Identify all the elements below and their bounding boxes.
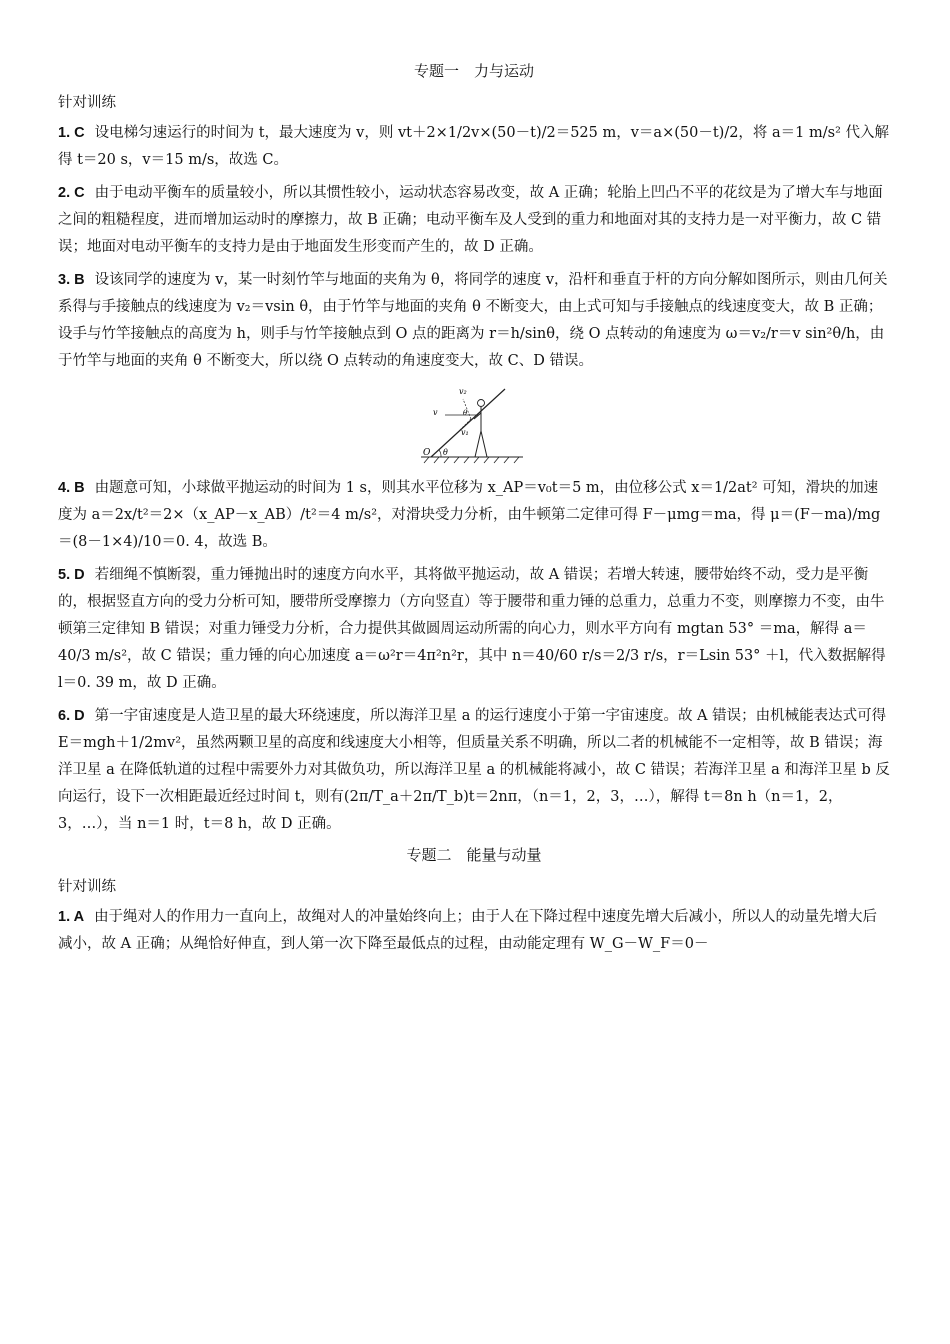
answer-text: 由题意可知，小球做平抛运动的时间为 1 s，则其水平位移为 x_AP＝v₀t＝5 m，由位移公式 x＝1/2at² 可知，滑块的加速度为 a＝2x/t²＝2×（x_AP－x_AB）/t²＝4 m/s²，对滑块受力分析，由牛顿第二定律可得 F－μmg＝ma，得 μ＝(F－ma)/mg＝(8－1×4)/10＝0. 4，故选 B。 [58, 480, 881, 550]
section1-title: 专题一 力与运动 [413, 62, 534, 80]
answer-item [58, 562, 890, 697]
answer-text: 由于电动平衡车的质量较小，所以其惯性较小，运动状态容易改变，故 A 正确；轮胎上凹凸不平的花纹是为了增大车与地面之间的粗糙程度，进而增加运动时的摩擦力，故 B 正确；电动平衡车及人受到的重力和地面对其的支持力是一对平衡力，故 C 错误；地面对电动平衡车的支持力是由于地面发生形变而产生的，故 D 正确。 [58, 185, 883, 255]
label-O: O [423, 448, 431, 458]
answer-text: 由于绳对人的作用力一直向上，故绳对人的冲量始终向上；由于人在下降过程中速度先增大后减小，所以人的动量先增大后减小，故 A 正确；从绳恰好伸直，到人第一次下降至最低点的过程，由动能定理有 W_G－W_F＝0－ [58, 909, 878, 952]
answer-number: 1. A [58, 909, 85, 925]
document-page [58, 60, 890, 964]
answer-text: 设电梯匀速运行的时间为 t，最大速度为 v，则 vt＋2×1/2v×(50－t)/2＝525 m，v＝a×(50－t)/2，将 a＝1 m/s² 代入解得 t＝20 s，v＝15 m/s，故选 C。 [58, 125, 890, 168]
answer-item [58, 267, 890, 375]
section1-subtitle: 针对训练 [58, 95, 116, 111]
section2-title: 专题二 能量与动量 [406, 846, 542, 864]
label-v1: v₁ [461, 428, 469, 437]
velocity-decomposition-figure [58, 385, 890, 465]
section2-subtitle: 针对训练 [58, 879, 116, 895]
answer-text: 设该同学的速度为 v，某一时刻竹竿与地面的夹角为 θ，将同学的速度 v，沿杆和垂直于杆的方向分解如图所示，则由几何关系得与手接触点的线速度为 v₂＝vsin θ，由于竹竿与地面的夹角 θ 不断变大，由上式可知与手接触点的线速度变大，故 B 正确；设手与竹竿接触点的高度为 h，则手与竹竿接触点到 O 点的距离为 r＝h/sinθ，绕 O 点转动的角速度为 ω＝v₂/r＝v sin²θ/h，由于竹竿与地面的夹角 θ 不断变大，所以绕 O 点转动的角速度变大，故 C、D 错误。 [58, 272, 888, 369]
answer-number: 3. B [58, 272, 85, 288]
answer-number: 6. D [58, 708, 85, 724]
label-v: v [433, 408, 438, 417]
pole-diagram [419, 385, 529, 465]
label-v2: v₂ [459, 387, 467, 396]
answer-number: 4. B [58, 480, 85, 496]
label-theta-ground: θ [443, 448, 448, 457]
answer-number: 1. C [58, 125, 85, 141]
answer-number: 5. D [58, 567, 85, 583]
answer-number: 2. C [58, 185, 85, 201]
label-theta-top: θ [463, 409, 468, 417]
answer-item [58, 120, 890, 174]
answer-item [58, 703, 890, 838]
answer-item [58, 904, 890, 958]
answer-text: 若细绳不慎断裂，重力锤抛出时的速度方向水平，其将做平抛运动，故 A 错误；若增大转速，腰带始终不动，受力是平衡的，根据竖直方向的受力分析可知，腰带所受摩擦力（方向竖直）等于腰带和重力锤的总重力，总重力不变，则摩擦力不变，由牛顿第三定律知 B 错误；对重力锤受力分析，合力提供其做圆周运动所需的向心力，则水平方向有 mgtan 53° ＝ma，解得 a＝40/3 m/s²，故 C 错误；重力锤的向心加速度 a＝ω²r＝4π²n²r，其中 n＝40/60 r/s＝2/3 r/s，r＝Lsin 53° ＋l，代入数据解得 l＝0. 39 m，故 D 正确。 [58, 567, 886, 691]
answer-item [58, 180, 890, 261]
answer-text: 第一宇宙速度是人造卫星的最大环绕速度，所以海洋卫星 a 的运行速度小于第一宇宙速度。故 A 错误；由机械能表达式可得 E＝mgh＋1/2mv²，虽然两颗卫星的高度和线速度大小相等，但质量关系不明确，所以二者的机械能不一定相等，故 B 错误；海洋卫星 a 在降低轨道的过程中需要外力对其做负功，所以海洋卫星 a 的机械能将减小，故 C 错误；若海洋卫星 a 和海洋卫星 b 反向运行，设下一次相距最近经过时间 t，则有(2π/T_a＋2π/T_b)t＝2nπ，（n＝1，2，3，…），解得 t＝8n h（n＝1，2，3，…），当 n＝1 时，t＝8 h，故 D 正确。 [58, 708, 890, 832]
answer-item [58, 475, 890, 556]
